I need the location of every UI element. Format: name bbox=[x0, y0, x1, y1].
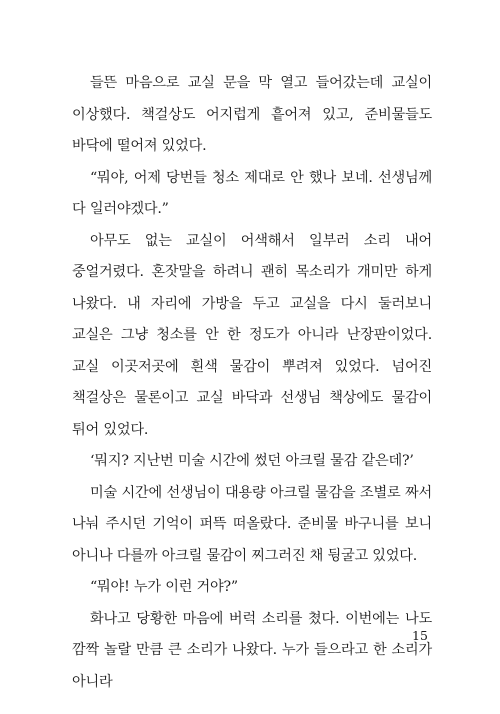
body-text bbox=[72, 68, 432, 698]
paragraph: 미술 시간에 선생님이 대용량 아크릴 물감을 조별로 짜서 나눠 주시던 기억이 퍼뜩 떠올랐다. 준비물 바구니를 보니 아니나 다를까 아크릴 물감이 찌그러진 채 뒹굴고 있었다. bbox=[72, 484, 432, 564]
paragraph: 화나고 당황한 마음에 버럭 소리를 쳤다. 이번에는 나도 깜짝 놀랄 만큼 큰 소리가 나왔다. 누가 들으라고 한 소리가 아니라 bbox=[72, 610, 432, 690]
paragraph: ‘뭐지? 지난번 미술 시간에 썼던 아크릴 물감 같은데?’ bbox=[90, 453, 414, 469]
paragraph: “뭐야! 누가 이런 거야?” bbox=[90, 579, 238, 595]
paragraph: “뭐야, 어제 당번들 청소 제대로 안 했나 보네. 선생님께 다 일러야겠다.” bbox=[72, 169, 432, 217]
paragraph: 들뜬 마음으로 교실 문을 막 열고 들어갔는데 교실이 이상했다. 책걸상도 어지럽게 흩어져 있고, 준비물들도 바닥에 떨어져 있었다. bbox=[72, 75, 432, 154]
page-number: 15 bbox=[412, 628, 428, 643]
paragraph: 아무도 없는 교실이 어색해서 일부러 소리 내어 중얼거렸다. 혼잣말을 하려니 괜히 목소리가 개미만 하게 나왔다. 내 자리에 가방을 두고 교실을 다시 둘러보니 교실은 그냥 청소를 안 한 정도가 아니라 난장판이었다. 교실 이곳저곳에 흰색 물감이 뿌려져 있었다. 넘어진 책걸상은 물론이고 교실 바닥과 선생님 책상에도 물감이 튀어 있었다. bbox=[72, 232, 432, 438]
